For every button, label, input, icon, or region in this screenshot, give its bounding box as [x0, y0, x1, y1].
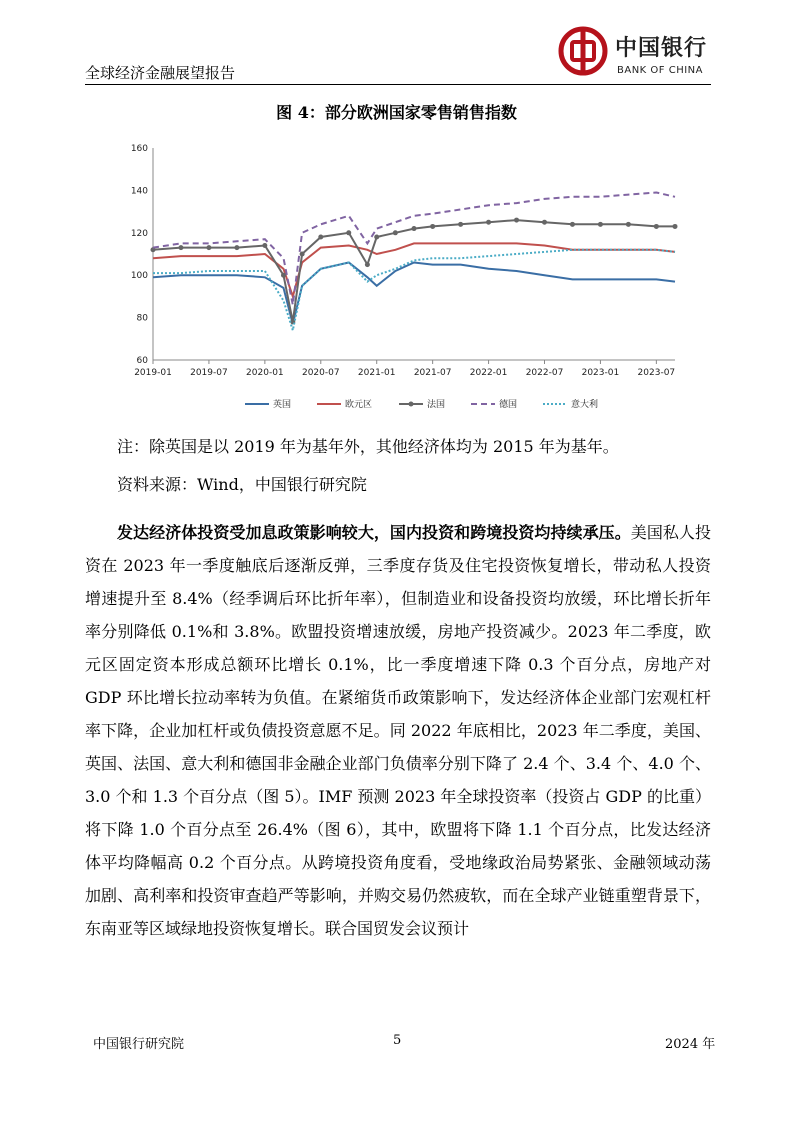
- report-title: 全球经济金融展望报告: [85, 64, 236, 82]
- y-tick-label: 80: [136, 313, 148, 324]
- data-point: [346, 230, 351, 235]
- chart-series: [151, 193, 678, 331]
- figure-source: 资料来源：Wind，中国银行研究院: [117, 475, 367, 494]
- x-tick-label: 2021-01: [357, 368, 396, 378]
- data-point: [318, 235, 323, 240]
- x-tick-label: 2021-07: [413, 368, 452, 378]
- paragraph-text: 美国私人投资在 2023 年一季度触底后逐渐反弹，三季度存货及住宅投资恢复增长，带动私人投资增速提升至 8.4%（经季调后环比折年率），但制造业和设备投资均放缓，环比增长折年率分别降低 0.1%和 3.8%。欧盟投资增速放缓，房地产投资减少。2023 年二季度，欧元区固定资本形成总额环比增长 0.1%，比一季度增速下降 0.3 个百分点，房地产对 GDP 环比增长拉动率转为负值。在紧缩货币政策影响下，发达经济体企业部门宏观杠杆率下降，企业加杠杆或负债投资意愿不足。同 2022 年底相比，2023 年二季度，美国、英国、法国、意大利和德国非金融企业部门负债率分别下降了 2.4 个、3.4 个、4.0 个、3.0 个和 1.3 个百分点（图 5）。IMF 预测 2023 年全球投资率（投资占 GDP 的比重）将下降 1.0 个百分点至 26.4%（图 6），其中，欧盟将下降 1.1 个百分点，比发达经济体平均降幅高 0.2 个百分点。从跨境投资角度看，受地缘政治局势紧张、金融领域动荡加剧、高利率和投资审查趋严等影响，并购交易仍然疲软，而在全球产业链重塑背景下，东南亚等区域绿地投资恢复增长。联合国贸发会议预计: [85, 523, 711, 938]
- data-point: [365, 262, 370, 267]
- data-point: [486, 220, 491, 225]
- y-tick-label: 100: [130, 271, 148, 282]
- chart-legend: [245, 398, 598, 410]
- x-tick-label: 2023-01: [581, 368, 620, 378]
- data-point: [458, 222, 463, 227]
- data-point: [570, 222, 575, 227]
- data-point: [654, 224, 659, 229]
- header-divider: [85, 84, 711, 85]
- y-tick-label: 160: [130, 144, 148, 154]
- x-tick-label: 2020-07: [301, 368, 340, 378]
- footer-organization: 中国银行研究院: [93, 1037, 185, 1052]
- legend-label: 意大利: [571, 400, 599, 410]
- x-tick-label: 2022-07: [525, 368, 564, 378]
- y-tick-label: 60: [136, 356, 148, 366]
- series-line-法国: [153, 220, 675, 322]
- legend-label: 英国: [273, 400, 292, 410]
- figure-title: 图 4：部分欧洲国家零售销售指数: [276, 103, 517, 122]
- data-point: [542, 220, 547, 225]
- data-point: [598, 222, 603, 227]
- x-tick-label: 2019-07: [190, 368, 228, 378]
- data-point: [234, 245, 239, 250]
- x-tick-label: 2019-01: [134, 368, 172, 378]
- data-point: [300, 252, 305, 257]
- footer-year: 2024 年: [665, 1037, 716, 1052]
- legend-marker: [409, 402, 414, 407]
- logo-english-name: BANK OF CHINA: [617, 65, 703, 76]
- series-line-欧元区: [153, 243, 675, 296]
- data-point: [412, 226, 417, 231]
- data-point: [430, 224, 435, 229]
- data-point: [281, 273, 286, 278]
- data-point: [374, 235, 379, 240]
- retail-sales-chart: [115, 138, 685, 423]
- data-point: [206, 245, 211, 250]
- series-line-德国: [153, 193, 675, 305]
- x-tick-label: 2020-01: [246, 368, 284, 378]
- data-point: [514, 218, 519, 223]
- legend-label: 德国: [499, 400, 518, 410]
- y-tick-label: 120: [130, 228, 148, 239]
- x-tick-label: 2023-07: [637, 368, 676, 378]
- bank-of-china-logo: [555, 25, 715, 80]
- data-point: [626, 222, 631, 227]
- legend-label: 欧元区: [345, 400, 373, 410]
- body-text: [85, 516, 711, 945]
- data-point: [262, 243, 267, 248]
- data-point: [178, 245, 183, 250]
- logo-chinese-name: 中国银行: [615, 35, 708, 61]
- paragraph-lead: 发达经济体投资受加息政策影响较大，国内投资和跨境投资均持续承压。: [117, 523, 631, 542]
- y-tick-label: 140: [130, 186, 148, 197]
- data-point: [673, 224, 678, 229]
- figure-note: 注：除英国是以 2019 年为基年外，其他经济体均为 2015 年为基年。: [117, 437, 619, 456]
- legend-label: 法国: [427, 400, 446, 410]
- data-point: [393, 230, 398, 235]
- page-number: 5: [393, 1033, 402, 1048]
- x-tick-label: 2022-01: [469, 368, 508, 378]
- chart-axes: [131, 144, 675, 378]
- series-line-英国: [153, 263, 675, 325]
- boc-emblem-icon: [557, 25, 609, 77]
